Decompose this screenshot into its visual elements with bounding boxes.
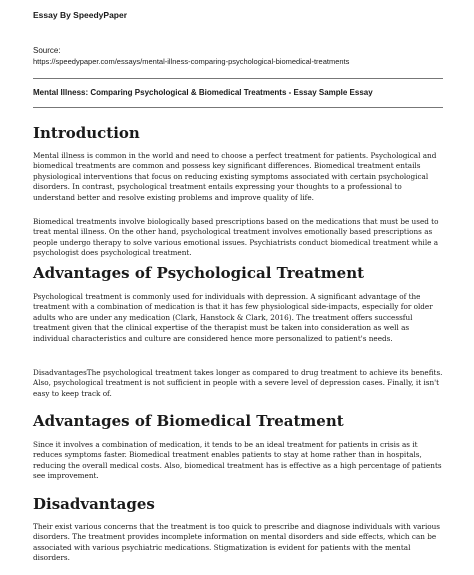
- section-heading-advantages-biomedical: Advantages of Biomedical Treatment: [33, 412, 344, 430]
- psychological-paragraph-2: DisadvantagesThe psychological treatment takes longer as compared to drug treatment to achieve its benefits. Also, psychological treatment is not sufficient in people with a severe level of depression cases. Finally, it isn't easy to keep track of.: [33, 368, 443, 398]
- top-divider: [33, 78, 443, 79]
- source-label: Source:: [33, 46, 61, 55]
- title-divider: [33, 107, 443, 108]
- biomedical-paragraph-1: Since it involves a combination of medication, it tends to be an ideal treatment for patients in crisis as it reduces symptoms faster. Biomedical treatment enables patients to stay at home rather than in hospitals, reducing the overall medical costs. Also, biomedical treatment has is effective as a high percentage of patients see improvement.: [33, 440, 442, 481]
- disadvantages-paragraph-1: Their exist various concerns that the treatment is too quick to prescribe and diagnose individuals with various disorders. The treatment provides incomplete information on mental disorders and side effects, which can be associated with various psychiatric medications. Stigmatization is evident for patients with the mental disorders.: [33, 522, 441, 563]
- section-heading-disadvantages: Disadvantages: [33, 495, 155, 513]
- source-url[interactable]: https://speedypaper.com/essays/mental-illness-comparing-psychological-biomedical-treatments: [33, 57, 350, 66]
- document-title: Mental Illness: Comparing Psychological & Biomedical Treatments - Essay Sample Essay: [33, 88, 373, 97]
- introduction-paragraph-2: Biomedical treatments involve biologically based prescriptions based on the medications that must be used to treat mental illness. On the other hand, psychological treatment involves emotionally based prescriptions as people undergo therapy to solve various emotional issues. Psychiatrists conduct biomedical treatment while a psychologist does psychological treatment.: [33, 217, 439, 258]
- site-header-title: Essay By SpeedyPaper: [33, 10, 128, 20]
- section-heading-advantages-psychological: Advantages of Psychological Treatment: [33, 264, 365, 282]
- introduction-paragraph-1: Mental illness is common in the world and need to choose a perfect treatment for patients. Psychological and biomedical treatments are common and possess key significant differences. Biomedical treatment entails physiological interventions that focus on reducing existing symptoms associated with certain psychological disorders. In contrast, psychological treatment entails expressing your thoughts to a professional to understand better and resolve existing problems and improve quality of life.: [33, 151, 437, 202]
- psychological-paragraph-1: Psychological treatment is commonly used for individuals with depression. A significant advantage of the treatment with a combination of medication is that it has few physiological side-impacts, especially for older adults who are under any medication (Clark, Hanstock & Clark, 2016). The treatment offers successful treatment given that the clinical expertise of the therapist must be taken into consideration as well as individual characteristics and culture are considered hence more personalized to patient's needs.: [33, 292, 433, 343]
- document-page: [33, 0, 443, 575]
- section-heading-introduction: Introduction: [33, 124, 140, 142]
